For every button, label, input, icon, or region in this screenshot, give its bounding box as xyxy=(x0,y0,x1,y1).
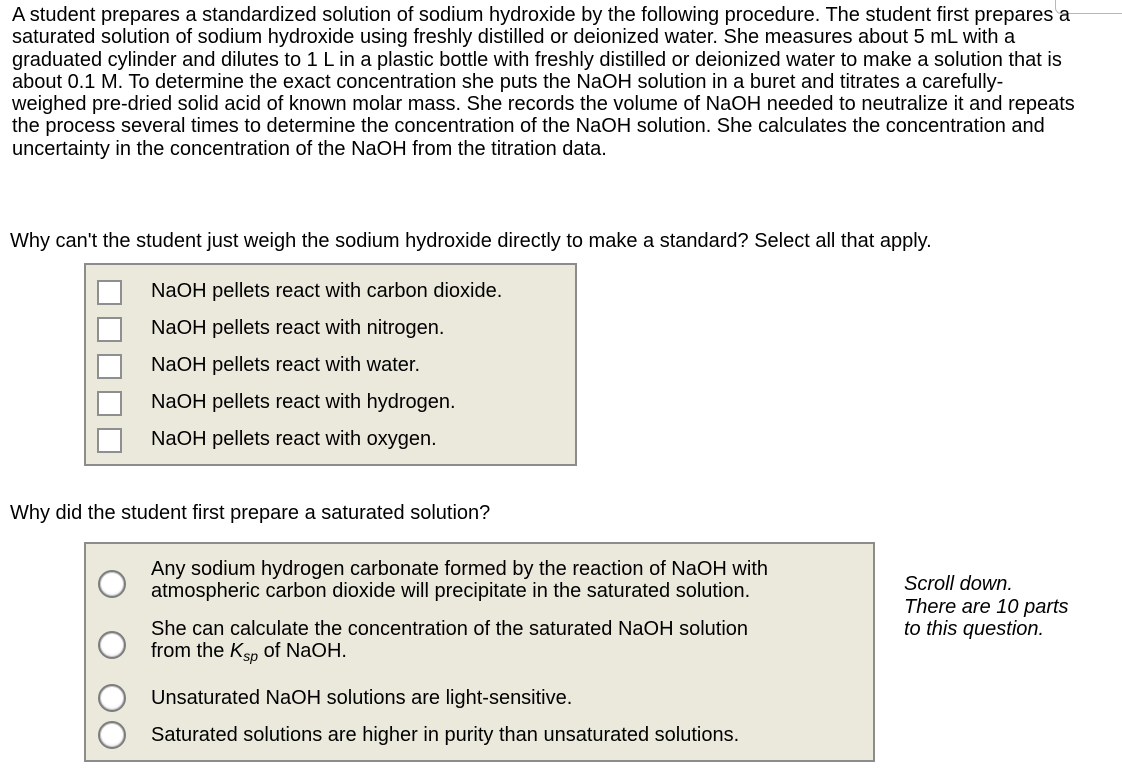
option-label xyxy=(151,618,748,662)
intro-paragraph: A student prepares a standardized solution of sodium hydroxide by the following procedure. The student first prepares a saturated solution of sodium hydroxide using freshly distilled or deionized water. She measures about 5 mL with a graduated cylinder and dilutes to 1 L in a plastic bottle with freshly distilled or deionized water to make a solution that is about 0.1 M. To determine the exact concentration she puts the NaOH solution in a buret and titrates a carefully-weighed pre-dried solid acid of known molar mass. She records the volume of NaOH needed to neutralize it and repeats the process several times to determine the concentration of the NaOH solution. She calculates the concentration and uncertainty in the concentration of the NaOH from the titration data. xyxy=(12,4,1075,160)
scroll-note-line: There are 10 parts xyxy=(904,595,1069,618)
checkbox[interactable] xyxy=(97,280,122,305)
radio-button[interactable] xyxy=(98,684,126,712)
scroll-note-line: Scroll down. xyxy=(904,573,1013,595)
option-label: NaOH pellets react with nitrogen. xyxy=(151,317,445,339)
option-label: NaOH pellets react with water. xyxy=(151,354,420,376)
option-label-line: Any sodium hydrogen carbonate formed by the reaction of NaOH with xyxy=(151,558,768,580)
question-2-options-box xyxy=(84,542,875,762)
option-label-text: of NaOH. xyxy=(258,640,347,662)
option-label-line: She can calculate the concentration of the saturated NaOH solution xyxy=(151,618,749,640)
option-label: NaOH pellets react with hydrogen. xyxy=(151,391,456,413)
radio-button[interactable] xyxy=(98,631,126,659)
option-label: Saturated solutions are higher in purity than unsaturated solutions. xyxy=(151,724,740,746)
checkbox[interactable] xyxy=(97,428,122,453)
option-label-line: atmospheric carbon dioxide will precipitate in the saturated solution. xyxy=(151,580,751,602)
scroll-note-line: to this question. xyxy=(904,618,1045,640)
radio-button[interactable] xyxy=(98,721,126,749)
radio-button[interactable] xyxy=(98,570,126,598)
question-1-options-box xyxy=(84,263,577,466)
checkbox[interactable] xyxy=(97,317,122,342)
checkbox[interactable] xyxy=(97,354,122,379)
question-2-prompt: Why did the student first prepare a saturated solution? xyxy=(10,502,491,524)
option-label-text: from the xyxy=(151,640,230,662)
option-label: NaOH pellets react with oxygen. xyxy=(151,428,437,450)
option-label xyxy=(151,558,768,602)
option-label: NaOH pellets react with carbon dioxide. xyxy=(151,280,503,302)
ksp-symbol: $K_{sp}$ xyxy=(229,640,259,664)
scroll-note xyxy=(904,573,1069,641)
checkbox[interactable] xyxy=(97,391,122,416)
question-1-prompt: Why can't the student just weigh the sodium hydroxide directly to make a standard? Select all that apply. xyxy=(10,230,932,252)
option-label: Unsaturated NaOH solutions are light-sensitive. xyxy=(151,687,573,709)
